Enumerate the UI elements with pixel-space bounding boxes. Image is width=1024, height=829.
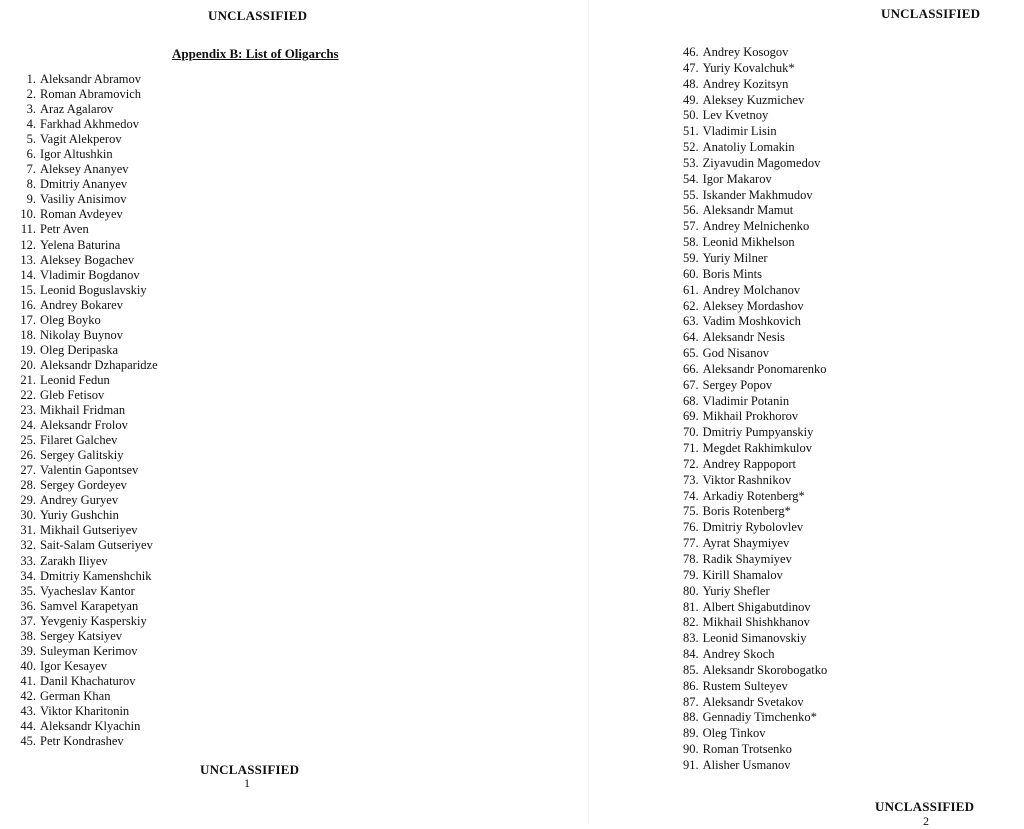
item-name: Megdet Rakhimkulov bbox=[702, 441, 812, 456]
item-name: Andrey Skoch bbox=[702, 647, 775, 662]
item-number: 64. bbox=[683, 330, 699, 345]
item-name: Yuriy Kovalchuk* bbox=[702, 60, 795, 75]
list-item bbox=[683, 77, 827, 93]
list-item bbox=[12, 192, 158, 207]
item-number: 50. bbox=[683, 108, 699, 123]
list-item bbox=[12, 433, 158, 448]
item-number: 77. bbox=[683, 536, 699, 551]
item-name: Anatoliy Lomakin bbox=[702, 140, 795, 155]
list-item bbox=[683, 283, 827, 299]
list-item bbox=[683, 394, 827, 410]
list-item bbox=[12, 614, 158, 629]
item-name: Gennadiy Timchenko* bbox=[702, 710, 817, 725]
item-number: 52. bbox=[683, 140, 699, 155]
item-name: Nikolay Buynov bbox=[40, 327, 123, 342]
list-item bbox=[683, 473, 827, 489]
list-item bbox=[12, 493, 158, 508]
item-name: Leonid Fedun bbox=[40, 372, 110, 387]
list-item bbox=[12, 629, 158, 644]
list-item bbox=[12, 283, 158, 298]
list-item bbox=[683, 758, 827, 774]
item-name: Aleksey Ananyev bbox=[40, 162, 129, 177]
item-name: Andrey Melnichenko bbox=[702, 219, 810, 234]
list-item bbox=[12, 102, 158, 117]
item-name: Danil Khachaturov bbox=[40, 673, 136, 688]
list-item bbox=[683, 235, 827, 251]
list-item bbox=[12, 719, 158, 734]
item-name: Araz Agalarov bbox=[40, 102, 114, 117]
item-name: Ziyavudin Magomedov bbox=[702, 155, 821, 170]
item-number: 80. bbox=[683, 583, 699, 598]
list-item bbox=[683, 219, 827, 235]
list-item bbox=[683, 409, 827, 425]
item-number: 72. bbox=[683, 456, 699, 471]
list-item bbox=[12, 72, 158, 87]
item-name: Rustem Sulteyev bbox=[702, 678, 788, 693]
list-item bbox=[12, 253, 158, 268]
item-number: 58. bbox=[683, 235, 699, 250]
item-name: Oleg Tinkov bbox=[702, 726, 766, 741]
list-item bbox=[683, 299, 827, 315]
item-number: 86. bbox=[683, 678, 699, 693]
list-item bbox=[683, 188, 827, 204]
item-name: Andrey Guryev bbox=[40, 493, 119, 508]
item-name: Valentin Gapontsev bbox=[40, 463, 139, 478]
item-number: 89. bbox=[683, 726, 699, 741]
list-item bbox=[12, 478, 158, 493]
item-name: Dmitriy Ananyev bbox=[40, 177, 128, 192]
item-name: Sait-Salam Gutseriyev bbox=[40, 538, 153, 553]
item-number: 62. bbox=[683, 298, 699, 313]
item-name: Radik Shaymiyev bbox=[702, 552, 792, 566]
item-number: 35. bbox=[20, 583, 36, 598]
item-number: 74. bbox=[683, 488, 699, 503]
item-name: Boris Rotenberg* bbox=[702, 504, 791, 519]
item-number: 15. bbox=[20, 282, 36, 297]
oligarch-list-page-2 bbox=[683, 45, 827, 774]
item-name: Mikhail Gutseriyev bbox=[40, 523, 138, 538]
item-number: 42. bbox=[20, 688, 36, 703]
item-name: Sergey Katsiyev bbox=[40, 628, 123, 643]
item-name: Yuriy Milner bbox=[702, 250, 768, 265]
item-number: 33. bbox=[20, 553, 36, 568]
list-item bbox=[12, 538, 158, 553]
item-number: 91. bbox=[683, 757, 699, 772]
list-item bbox=[683, 267, 827, 283]
item-name: Igor Makarov bbox=[702, 171, 772, 186]
list-item bbox=[12, 268, 158, 283]
item-number: 8. bbox=[26, 177, 36, 192]
list-item bbox=[12, 554, 158, 569]
item-name: Igor Kesayev bbox=[40, 658, 107, 673]
list-item bbox=[12, 207, 158, 222]
classification-footer: UNCLASSIFIED bbox=[875, 799, 975, 814]
item-number: 22. bbox=[20, 387, 36, 402]
list-item bbox=[683, 504, 827, 520]
list-item bbox=[12, 659, 158, 674]
list-item bbox=[683, 647, 827, 663]
item-number: 63. bbox=[683, 314, 699, 329]
list-item bbox=[12, 388, 158, 403]
page-number: 2 bbox=[923, 814, 929, 828]
item-name: Roman Avdeyev bbox=[40, 207, 123, 222]
list-item bbox=[683, 425, 827, 441]
list-item bbox=[683, 61, 827, 77]
item-number: 4. bbox=[26, 117, 36, 132]
item-number: 49. bbox=[683, 92, 699, 107]
item-number: 36. bbox=[20, 598, 36, 613]
item-name: Igor Altushkin bbox=[40, 147, 113, 162]
item-name: Aleksandr Ponomarenko bbox=[702, 361, 827, 376]
item-number: 71. bbox=[683, 441, 699, 456]
item-name: Sergey Popov bbox=[702, 377, 773, 392]
list-item bbox=[683, 679, 827, 695]
item-name: Dmitriy Kamenshchik bbox=[40, 568, 152, 583]
item-name: Andrey Molchanov bbox=[702, 282, 801, 297]
list-item bbox=[12, 373, 158, 388]
item-name: Viktor Kharitonin bbox=[40, 703, 130, 718]
item-number: 7. bbox=[26, 162, 36, 177]
item-number: 67. bbox=[683, 377, 699, 392]
list-item bbox=[683, 140, 827, 156]
item-name: Leonid Simanovskiy bbox=[702, 631, 807, 646]
item-name: Aleksandr Klyachin bbox=[40, 719, 141, 734]
item-name: Aleksandr Dzhaparidze bbox=[40, 357, 158, 372]
list-item bbox=[12, 523, 158, 538]
item-number: 45. bbox=[20, 734, 36, 749]
item-name: Lev Kvetnoy bbox=[702, 108, 769, 123]
item-number: 11. bbox=[20, 222, 36, 237]
item-name: Dmitriy Rybolovlev bbox=[702, 520, 804, 535]
item-name: Vladimir Lisin bbox=[702, 124, 777, 139]
list-item bbox=[683, 695, 827, 711]
item-number: 76. bbox=[683, 520, 699, 535]
item-name: Vadim Moshkovich bbox=[702, 314, 801, 329]
item-name: Mikhail Prokhorov bbox=[702, 409, 799, 424]
item-number: 55. bbox=[683, 187, 699, 202]
item-number: 85. bbox=[683, 662, 699, 677]
list-item bbox=[12, 689, 158, 704]
list-item bbox=[683, 156, 827, 172]
list-item bbox=[12, 298, 158, 313]
item-name: Yelena Baturina bbox=[40, 237, 121, 252]
item-number: 9. bbox=[26, 192, 36, 207]
item-number: 57. bbox=[683, 219, 699, 234]
list-item bbox=[683, 330, 827, 346]
item-number: 13. bbox=[20, 252, 36, 267]
item-name: Roman Abramovich bbox=[40, 87, 142, 102]
item-name: Kirill Shamalov bbox=[702, 567, 783, 582]
item-name: Viktor Rashnikov bbox=[702, 472, 792, 487]
item-number: 65. bbox=[683, 346, 699, 361]
item-name: Leonid Mikhelson bbox=[702, 235, 795, 250]
item-name: Aleksandr Frolov bbox=[40, 418, 128, 433]
item-number: 6. bbox=[26, 147, 36, 162]
list-item bbox=[12, 403, 158, 418]
item-name: Andrey Kozitsyn bbox=[702, 76, 789, 91]
item-name: Boris Mints bbox=[702, 266, 763, 281]
item-number: 44. bbox=[20, 719, 36, 734]
item-name: Farkhad Akhmedov bbox=[40, 117, 139, 132]
document-page-2 bbox=[588, 0, 1024, 828]
item-name: Arkadiy Rotenberg* bbox=[702, 488, 805, 503]
item-name: Aleksandr Abramov bbox=[40, 72, 142, 86]
list-item bbox=[12, 704, 158, 719]
list-item bbox=[683, 742, 827, 758]
item-name: Aleksey Kuzmichev bbox=[702, 92, 805, 107]
item-name: Zarakh Iliyev bbox=[40, 553, 108, 568]
item-number: 68. bbox=[683, 393, 699, 408]
item-name: Gleb Fetisov bbox=[40, 387, 105, 402]
list-item bbox=[12, 358, 158, 373]
item-name: Aleksandr Mamut bbox=[702, 203, 794, 218]
list-item bbox=[683, 378, 827, 394]
item-name: Petr Kondrashev bbox=[40, 734, 124, 749]
item-name: Sergey Gordeyev bbox=[40, 478, 127, 493]
item-number: 34. bbox=[20, 568, 36, 583]
list-item bbox=[683, 346, 827, 362]
item-number: 66. bbox=[683, 361, 699, 376]
item-number: 83. bbox=[683, 631, 699, 646]
page-number: 1 bbox=[244, 776, 250, 790]
item-number: 51. bbox=[683, 124, 699, 139]
item-name: Filaret Galchev bbox=[40, 433, 118, 448]
item-number: 75. bbox=[683, 504, 699, 519]
item-name: Aleksandr Nesis bbox=[702, 330, 785, 345]
item-number: 32. bbox=[20, 538, 36, 553]
item-number: 29. bbox=[20, 493, 36, 508]
item-number: 21. bbox=[20, 372, 36, 387]
item-number: 5. bbox=[26, 132, 36, 147]
list-item bbox=[12, 463, 158, 478]
list-item bbox=[12, 87, 158, 102]
item-number: 3. bbox=[26, 102, 36, 117]
item-name: Samvel Karapetyan bbox=[40, 598, 139, 613]
list-item bbox=[12, 162, 158, 177]
item-number: 14. bbox=[20, 267, 36, 282]
list-item bbox=[683, 536, 827, 552]
item-number: 23. bbox=[20, 403, 36, 418]
list-item bbox=[12, 238, 158, 253]
item-number: 43. bbox=[20, 703, 36, 718]
item-number: 78. bbox=[683, 552, 699, 566]
item-number: 46. bbox=[683, 45, 699, 59]
item-name: Petr Aven bbox=[40, 222, 89, 237]
item-number: 53. bbox=[683, 155, 699, 170]
item-number: 16. bbox=[20, 297, 36, 312]
list-item bbox=[12, 222, 158, 237]
item-number: 90. bbox=[683, 742, 699, 757]
item-number: 28. bbox=[20, 478, 36, 493]
list-item bbox=[683, 457, 827, 473]
item-name: Vladimir Potanin bbox=[702, 393, 790, 408]
item-name: Alisher Usmanov bbox=[702, 757, 791, 772]
list-item bbox=[683, 663, 827, 679]
item-number: 70. bbox=[683, 425, 699, 440]
item-number: 61. bbox=[683, 282, 699, 297]
list-item bbox=[12, 569, 158, 584]
list-item bbox=[12, 599, 158, 614]
list-item bbox=[12, 508, 158, 523]
item-number: 60. bbox=[683, 266, 699, 281]
item-number: 56. bbox=[683, 203, 699, 218]
list-item bbox=[12, 132, 158, 147]
list-item bbox=[683, 203, 827, 219]
item-number: 48. bbox=[683, 76, 699, 91]
list-item bbox=[683, 362, 827, 378]
item-number: 73. bbox=[683, 472, 699, 487]
item-number: 18. bbox=[20, 327, 36, 342]
item-name: Vyacheslav Kantor bbox=[40, 583, 135, 598]
list-item bbox=[12, 343, 158, 358]
item-number: 84. bbox=[683, 647, 699, 662]
item-number: 59. bbox=[683, 250, 699, 265]
oligarch-list-page-1 bbox=[12, 72, 158, 749]
list-item bbox=[683, 631, 827, 647]
item-name: Leonid Boguslavskiy bbox=[40, 282, 147, 297]
item-name: Yevgeniy Kasperskiy bbox=[40, 613, 147, 628]
item-number: 38. bbox=[20, 628, 36, 643]
item-name: Yuriy Shefler bbox=[702, 583, 770, 598]
item-number: 31. bbox=[20, 523, 36, 538]
item-name: Suleyman Kerimov bbox=[40, 643, 138, 658]
list-item bbox=[12, 313, 158, 328]
item-number: 1. bbox=[26, 72, 36, 86]
classification-header: UNCLASSIFIED bbox=[881, 6, 981, 21]
item-number: 37. bbox=[20, 613, 36, 628]
list-item bbox=[683, 568, 827, 584]
item-number: 81. bbox=[683, 599, 699, 614]
item-number: 12. bbox=[20, 237, 36, 252]
item-number: 30. bbox=[20, 508, 36, 523]
item-number: 10. bbox=[20, 207, 36, 222]
item-number: 19. bbox=[20, 342, 36, 357]
list-item bbox=[12, 328, 158, 343]
item-name: Aleksandr Svetakov bbox=[702, 694, 804, 709]
item-name: Oleg Boyko bbox=[40, 312, 101, 327]
list-item bbox=[683, 710, 827, 726]
list-item bbox=[683, 172, 827, 188]
list-item bbox=[683, 584, 827, 600]
list-item bbox=[683, 124, 827, 140]
item-number: 88. bbox=[683, 710, 699, 725]
item-name: Vagit Alekperov bbox=[40, 132, 122, 147]
list-item bbox=[12, 734, 158, 749]
item-name: Aleksandr Skorobogatko bbox=[702, 662, 828, 677]
list-item bbox=[683, 600, 827, 616]
item-name: Aleksey Bogachev bbox=[40, 252, 135, 267]
item-number: 27. bbox=[20, 463, 36, 478]
item-name: Vladimir Bogdanov bbox=[40, 267, 140, 282]
item-name: German Khan bbox=[40, 688, 111, 703]
item-name: Andrey Rappoport bbox=[702, 456, 797, 471]
list-item bbox=[12, 117, 158, 132]
item-name: Mikhail Fridman bbox=[40, 403, 126, 418]
list-item bbox=[683, 520, 827, 536]
list-item bbox=[683, 314, 827, 330]
item-number: 26. bbox=[20, 448, 36, 463]
item-number: 47. bbox=[683, 60, 699, 75]
item-name: Andrey Bokarev bbox=[40, 297, 123, 312]
list-item bbox=[12, 177, 158, 192]
list-item bbox=[683, 615, 827, 631]
item-number: 41. bbox=[20, 673, 36, 688]
list-item bbox=[683, 489, 827, 505]
list-item bbox=[683, 552, 827, 568]
list-item bbox=[683, 441, 827, 457]
list-item bbox=[12, 674, 158, 689]
list-item bbox=[12, 418, 158, 433]
item-name: Mikhail Shishkhanov bbox=[702, 615, 810, 630]
item-number: 54. bbox=[683, 171, 699, 186]
item-number: 17. bbox=[20, 312, 36, 327]
item-number: 69. bbox=[683, 409, 699, 424]
list-item bbox=[683, 108, 827, 124]
item-name: Roman Trotsenko bbox=[702, 742, 792, 757]
item-number: 2. bbox=[26, 87, 36, 102]
item-name: Yuriy Gushchin bbox=[40, 508, 119, 523]
item-name: Oleg Deripaska bbox=[40, 342, 119, 357]
list-item bbox=[683, 726, 827, 742]
list-item bbox=[12, 584, 158, 599]
list-item bbox=[12, 147, 158, 162]
item-number: 20. bbox=[20, 357, 36, 372]
item-name: God Nisanov bbox=[702, 346, 769, 361]
appendix-title: Appendix B: List of Oligarchs bbox=[172, 46, 339, 61]
item-name: Andrey Kosogov bbox=[702, 45, 789, 59]
list-item bbox=[12, 448, 158, 463]
item-name: Iskander Makhmudov bbox=[702, 187, 813, 202]
item-number: 82. bbox=[683, 615, 699, 630]
list-item bbox=[683, 93, 827, 109]
item-number: 40. bbox=[20, 658, 36, 673]
item-name: Albert Shigabutdinov bbox=[702, 599, 811, 614]
list-item bbox=[12, 644, 158, 659]
item-name: Vasiliy Anisimov bbox=[40, 192, 127, 207]
item-number: 79. bbox=[683, 567, 699, 582]
classification-header: UNCLASSIFIED bbox=[208, 8, 308, 23]
item-name: Ayrat Shaymiyev bbox=[702, 536, 790, 551]
classification-footer: UNCLASSIFIED bbox=[200, 762, 300, 777]
list-item bbox=[683, 45, 827, 61]
item-name: Aleksey Mordashov bbox=[702, 298, 804, 313]
item-number: 87. bbox=[683, 694, 699, 709]
item-number: 25. bbox=[20, 433, 36, 448]
list-item bbox=[683, 251, 827, 267]
item-name: Sergey Galitskiy bbox=[40, 448, 124, 463]
item-number: 39. bbox=[20, 643, 36, 658]
item-number: 24. bbox=[20, 418, 36, 433]
item-name: Dmitriy Pumpyanskiy bbox=[702, 425, 814, 440]
